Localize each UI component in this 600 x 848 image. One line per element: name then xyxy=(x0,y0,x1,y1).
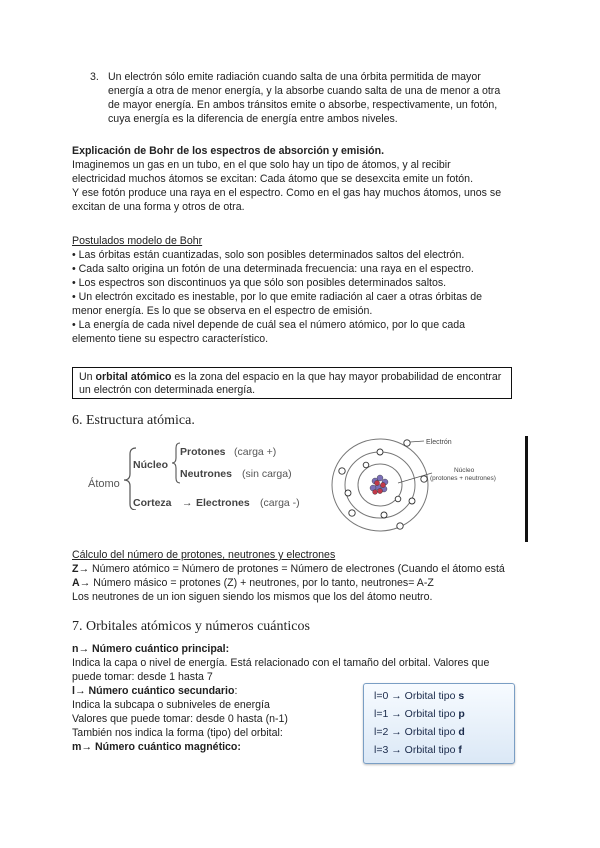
text-line: Indica la capa o nivel de energía. Está relacionado con el tamaño del orbital. Valores que xyxy=(72,657,490,669)
section-6-title: 6. Estructura atómica. xyxy=(72,413,195,428)
text-line: puede tomar: desde 1 hasta 7 xyxy=(72,671,213,683)
arrow-icon: → xyxy=(391,744,402,756)
arrow-icon: → xyxy=(182,497,193,509)
orbital-type-text: Orbital tipo xyxy=(404,690,456,702)
orbital-row-d xyxy=(374,725,465,739)
a-line xyxy=(72,576,542,590)
orbital-row-s xyxy=(374,689,464,703)
arrow-icon: → xyxy=(391,708,402,720)
orbital-type-text: Orbital tipo xyxy=(404,744,456,756)
list-number: 3. xyxy=(90,71,99,83)
z-line xyxy=(72,562,542,576)
text-line: Un electrón sólo emite radiación cuando salta de una órbita permitida de mayor xyxy=(108,71,481,83)
quantum-numbers-n xyxy=(72,642,542,684)
arrow-icon: → xyxy=(391,726,402,738)
text-line: de mayor energía. En ambos tránsitos emite o absorbe, respectivamente, un fotón, xyxy=(108,99,498,111)
text-line: cuya energía es la diferencia de energía entre ambos niveles. xyxy=(108,113,398,125)
orbital-types-box xyxy=(363,683,515,764)
protons-label: Protones xyxy=(180,446,226,458)
text-line: Y ese fotón produce una raya en el espectro. Como en el gas hay muchos átomos, unos se xyxy=(72,187,502,199)
orbital-type-text: Orbital tipo xyxy=(404,708,456,720)
a-letter: A xyxy=(72,577,80,589)
nucleus-figure-sublabel: (protones + neutrones) xyxy=(430,475,496,482)
atom-model-figure xyxy=(328,433,528,543)
l-label-line xyxy=(72,684,352,698)
postulate-item: • La energía de cada nivel depende de cuál sea el número atómico, por lo que cada xyxy=(72,319,466,331)
neutrons-note: Los neutrones de un ion siguen siendo los mismos que los del átomo neutro. xyxy=(72,591,433,603)
orbital-letter: p xyxy=(458,708,465,720)
postulate-item: • Cada salto origina un fotón de una determinada frecuencia: una raya en el espectro. xyxy=(72,263,474,275)
text-line: Imaginemos un gas en un tubo, en el que solo hay un tipo de átomos, y al recibir xyxy=(72,159,451,171)
n-label: n→ Número cuántico principal: xyxy=(72,643,230,655)
orbital-row-f xyxy=(374,743,462,757)
m-label: m→ Número cuántico magnético: xyxy=(72,741,241,753)
orbital-definition-box xyxy=(72,367,512,399)
electrons-label: Electrones xyxy=(196,497,250,509)
calculation-title: Cálculo del número de protones, neutrones y electrones xyxy=(72,549,336,561)
text-line: energía a otra de menor energía, y la absorbe cuando salta de una de menor a otra xyxy=(108,85,501,97)
postulates-title: Postulados modelo de Bohr xyxy=(72,235,203,247)
postulate-item: elemento tiene su espectro característico. xyxy=(72,333,269,345)
orbital-letter: s xyxy=(458,690,465,702)
margin-bar xyxy=(525,436,528,542)
definition-rest: es la zona del espacio en la que hay mayor probabilidad de encontrar xyxy=(171,371,502,383)
quantum-numbers-l xyxy=(72,684,352,754)
l-value: l=3 xyxy=(374,744,389,756)
cortex-label: Corteza xyxy=(133,497,172,509)
section-7-title: 7. Orbitales atómicos y números cuánticos xyxy=(72,619,310,634)
protons-charge: (carga +) xyxy=(234,446,277,458)
atom-structure-diagram xyxy=(80,440,320,520)
electron-label: Electrón xyxy=(426,439,452,446)
postulate-item: • Un electrón excitado es inestable, por lo que emite radiación al caer a otras órbitas de xyxy=(72,291,483,303)
l-value: l=0 xyxy=(374,690,389,702)
z-letter: Z xyxy=(72,563,79,575)
postulate-item: • Las órbitas están cuantizadas, solo son posibles determinados saltos del electrón. xyxy=(72,249,465,261)
l-value: l=2 xyxy=(374,726,389,738)
nucleus-figure-label: Núcleo xyxy=(454,467,475,474)
arrow-icon: → xyxy=(391,690,402,702)
postulate-item: menor energía. Es lo que se observa en el espectro de emisión. xyxy=(72,305,373,317)
list-item-text xyxy=(108,70,528,126)
orbital-row-p xyxy=(374,707,465,721)
neutrons-charge: (sin carga) xyxy=(242,468,292,480)
l-colon: : xyxy=(234,685,238,697)
text-line: Indica la subcapa o subniveles de energía xyxy=(72,699,270,711)
text-line: Valores que puede tomar: desde 0 hasta (n-1) xyxy=(72,713,288,725)
neutrons-label: Neutrones xyxy=(180,468,232,480)
text-line: electricidad muchos átomos se excitan: Cada átomo que se desexcita emite un fotón. xyxy=(72,173,474,185)
atom-label: Átomo xyxy=(88,478,120,490)
definition-line-2: un electrón con determinada energía. xyxy=(79,384,256,396)
orbital-letter: f xyxy=(458,744,462,756)
nucleus-label: Núcleo xyxy=(133,459,169,471)
definition-prefix: Un xyxy=(79,371,96,383)
a-text: → Número másico = protones (Z) + neutrones, por lo tanto, neutrones= A-Z xyxy=(79,577,434,589)
text-line: excitan de una forma y otros de otra. xyxy=(72,201,245,213)
definition-term: orbital atómico xyxy=(95,371,172,383)
l-value: l=1 xyxy=(374,708,389,720)
orbital-type-text: Orbital tipo xyxy=(404,726,456,738)
bohr-explanation xyxy=(72,144,532,214)
postulate-item: • Los espectros son discontinuos ya que sólo son posibles determinados saltos. xyxy=(72,277,447,289)
section-heading: Explicación de Bohr de los espectros de absorción y emisión. xyxy=(72,145,385,157)
definition-line-1 xyxy=(79,371,505,384)
z-text: → Número atómico = Número de protones = Número de electrones (Cuando el átomo está xyxy=(78,563,505,575)
calculation-section xyxy=(72,548,542,604)
text-line: También nos indica la forma (tipo) del orbital: xyxy=(72,727,283,739)
orbital-letter: d xyxy=(458,726,465,738)
l-label: l→ Número cuántico secundario xyxy=(72,685,235,697)
bohr-postulates xyxy=(72,234,532,346)
electrons-charge: (carga -) xyxy=(260,497,300,509)
